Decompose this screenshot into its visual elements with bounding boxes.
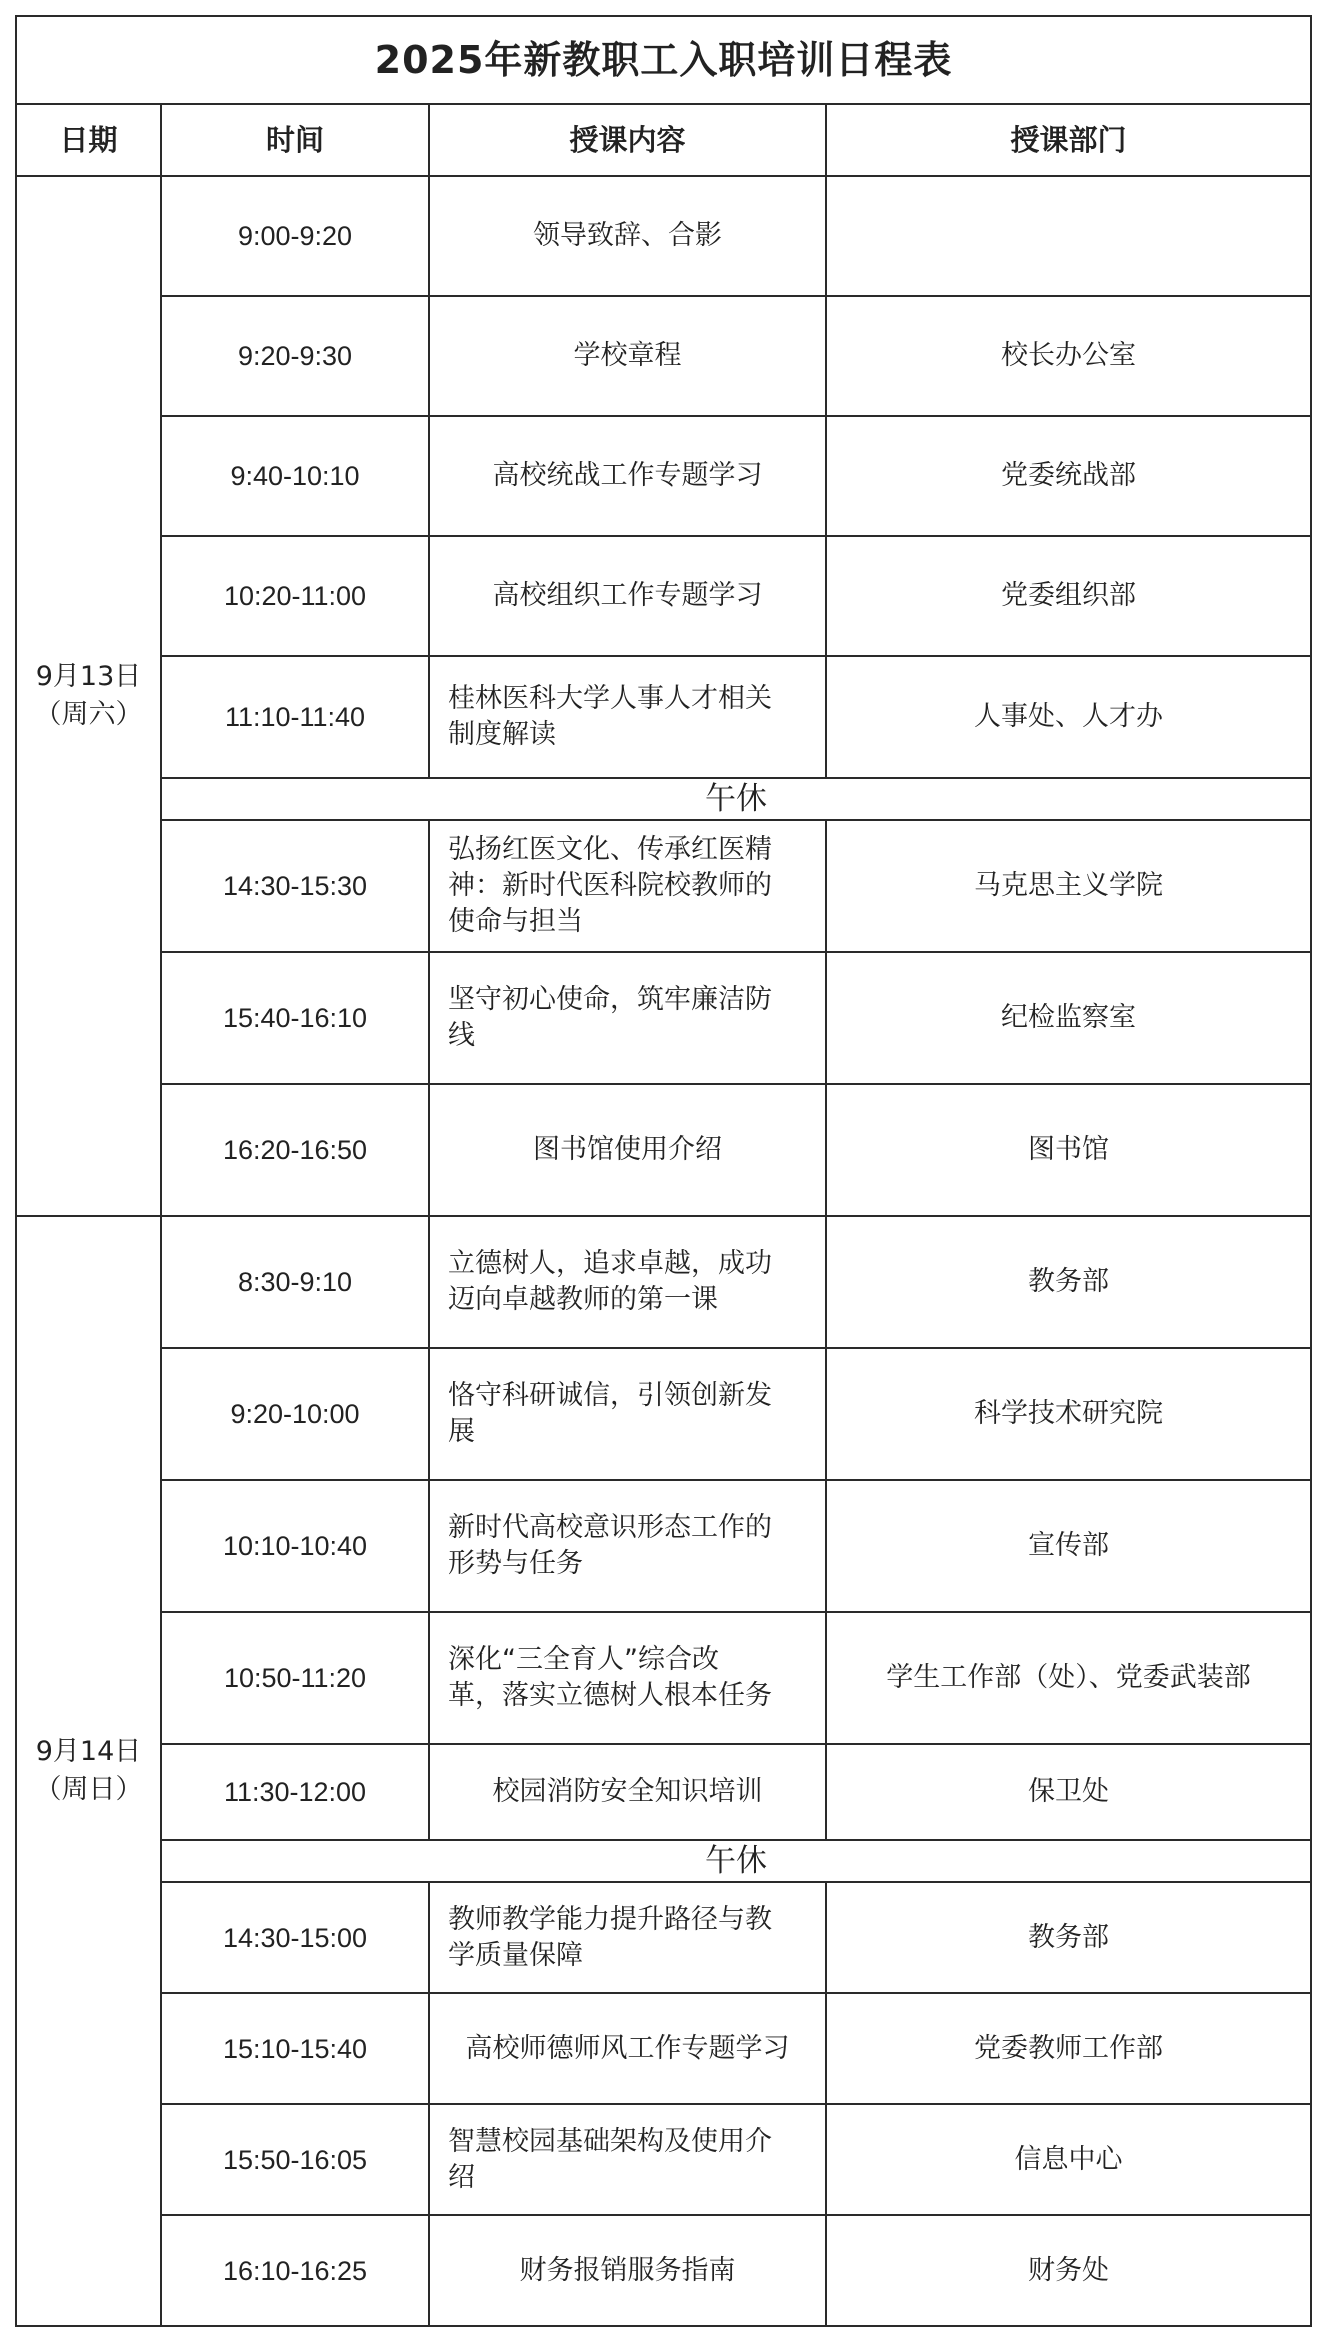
- date-label: 9月13日: [35, 661, 142, 692]
- session-topic-line: 高校师德师风工作专题学习: [465, 2032, 790, 2064]
- session-topic-line: 领导致辞、合影: [533, 220, 722, 251]
- session-topic-line: 教师教学能力提升路径与教: [448, 1903, 772, 1935]
- session-department: 党委教师工作部: [826, 1993, 1311, 2104]
- session-topic: [429, 1993, 826, 2104]
- header-row: [16, 104, 1311, 176]
- session-topic: [429, 1744, 826, 1840]
- session-row: [16, 952, 1311, 1084]
- session-time: 9:20-9:30: [161, 296, 429, 416]
- schedule-table: [15, 15, 1312, 2327]
- session-time: 10:20-11:00: [161, 536, 429, 656]
- session-time: 10:10-10:40: [161, 1480, 429, 1612]
- lunch-break-label: 午休: [161, 778, 1311, 820]
- session-department: 教务部: [826, 1882, 1311, 1993]
- session-time: 14:30-15:30: [161, 820, 429, 952]
- session-topic: [429, 1480, 826, 1612]
- session-time: 11:30-12:00: [161, 1744, 429, 1840]
- session-row: [16, 2215, 1311, 2326]
- session-topic: [429, 1216, 826, 1348]
- page-title: 2025年新教职工入职培训日程表: [16, 16, 1311, 104]
- session-topic: [429, 1612, 826, 1744]
- session-topic: [429, 176, 826, 296]
- session-topic-line: 学校章程: [573, 340, 682, 371]
- session-row: [16, 1480, 1311, 1612]
- session-topic-line: 使命与担当: [448, 906, 583, 937]
- header-content: 授课内容: [429, 104, 826, 176]
- session-time: 15:10-15:40: [161, 1993, 429, 2104]
- session-time: 15:50-16:05: [161, 2104, 429, 2215]
- session-topic-line: 弘扬红医文化、传承红医精: [448, 834, 772, 865]
- session-time: 16:10-16:25: [161, 2215, 429, 2326]
- session-row: [16, 2104, 1311, 2215]
- session-time: 16:20-16:50: [161, 1084, 429, 1216]
- session-time: 9:00-9:20: [161, 176, 429, 296]
- session-topic-line: 桂林医科大学人事人才相关: [448, 683, 772, 714]
- session-row: [16, 296, 1311, 416]
- session-topic: [429, 2104, 826, 2215]
- session-topic-line: 制度解读: [448, 719, 556, 750]
- session-topic: [429, 952, 826, 1084]
- weekday-label: （周六）: [34, 699, 143, 730]
- session-time: 15:40-16:10: [161, 952, 429, 1084]
- session-topic: [429, 1348, 826, 1480]
- session-department: 保卫处: [826, 1744, 1311, 1840]
- session-topic: [429, 820, 826, 952]
- header-time: 时间: [161, 104, 429, 176]
- session-topic-line: 高校组织工作专题学习: [492, 580, 763, 611]
- session-department: 信息中心: [826, 2104, 1311, 2215]
- session-time: 8:30-9:10: [161, 1216, 429, 1348]
- session-department: 校长办公室: [826, 296, 1311, 416]
- session-time: 14:30-15:00: [161, 1882, 429, 1993]
- session-row: [16, 1216, 1311, 1348]
- lunch-break-row: [16, 778, 1311, 820]
- session-row: [16, 416, 1311, 536]
- session-topic-line: 新时代高校意识形态工作的: [448, 1512, 772, 1543]
- session-row: [16, 1744, 1311, 1840]
- session-department: 财务处: [826, 2215, 1311, 2326]
- session-row: [16, 1612, 1311, 1744]
- session-topic-line: 恪守科研诚信，引领创新发: [448, 1380, 772, 1411]
- date-cell: [16, 176, 161, 1216]
- session-department: 人事处、人才办: [826, 656, 1311, 778]
- session-topic: [429, 536, 826, 656]
- session-topic-line: 迈向卓越教师的第一课: [448, 1284, 718, 1315]
- lunch-break-label: 午休: [161, 1840, 1311, 1882]
- session-topic: [429, 2215, 826, 2326]
- session-topic-line: 财务报销服务指南: [519, 2254, 736, 2286]
- session-department: 马克思主义学院: [826, 820, 1311, 952]
- session-department: [826, 176, 1311, 296]
- session-topic: [429, 296, 826, 416]
- session-topic-line: 智慧校园基础架构及使用介: [448, 2125, 772, 2157]
- weekday-label: （周日）: [34, 1774, 143, 1805]
- session-topic-line: 图书馆使用介绍: [533, 1134, 722, 1165]
- header-department: 授课部门: [826, 104, 1311, 176]
- session-topic: [429, 1882, 826, 1993]
- session-topic-line: 学质量保障: [448, 1939, 583, 1971]
- session-topic: [429, 1084, 826, 1216]
- session-time: 9:20-10:00: [161, 1348, 429, 1480]
- session-topic-line: 形势与任务: [448, 1548, 583, 1579]
- session-topic-line: 校园消防安全知识培训: [492, 1776, 763, 1807]
- session-row: [16, 1084, 1311, 1216]
- title-row: [16, 16, 1311, 104]
- session-topic-line: 神：新时代医科院校教师的: [448, 870, 772, 901]
- session-time: 9:40-10:10: [161, 416, 429, 536]
- lunch-break-row: [16, 1840, 1311, 1882]
- session-topic-line: 线: [448, 1020, 475, 1051]
- session-department: 宣传部: [826, 1480, 1311, 1612]
- session-row: [16, 1993, 1311, 2104]
- session-topic-line: 高校统战工作专题学习: [492, 460, 763, 491]
- session-row: [16, 176, 1311, 296]
- header-date: 日期: [16, 104, 161, 176]
- session-row: [16, 820, 1311, 952]
- session-time: 11:10-11:40: [161, 656, 429, 778]
- session-topic-line: 绍: [448, 2161, 475, 2193]
- session-department: 学生工作部（处）、党委武装部: [826, 1612, 1311, 1744]
- date-cell: [16, 1216, 161, 2326]
- session-row: [16, 656, 1311, 778]
- session-topic-line: 展: [448, 1416, 475, 1447]
- session-department: 纪检监察室: [826, 952, 1311, 1084]
- date-label: 9月14日: [35, 1736, 142, 1767]
- session-department: 党委统战部: [826, 416, 1311, 536]
- session-department: 党委组织部: [826, 536, 1311, 656]
- session-topic-line: 深化“三全育人”综合改: [448, 1644, 719, 1675]
- session-row: [16, 1348, 1311, 1480]
- session-department: 图书馆: [826, 1084, 1311, 1216]
- session-topic-line: 革，落实立德树人根本任务: [448, 1680, 772, 1711]
- session-topic-line: 立德树人，追求卓越，成功: [448, 1248, 772, 1279]
- session-row: [16, 536, 1311, 656]
- session-row: [16, 1882, 1311, 1993]
- session-time: 10:50-11:20: [161, 1612, 429, 1744]
- session-topic: [429, 416, 826, 536]
- session-topic-line: 坚守初心使命，筑牢廉洁防: [448, 984, 772, 1015]
- session-department: 科学技术研究院: [826, 1348, 1311, 1480]
- session-department: 教务部: [826, 1216, 1311, 1348]
- session-topic: [429, 656, 826, 778]
